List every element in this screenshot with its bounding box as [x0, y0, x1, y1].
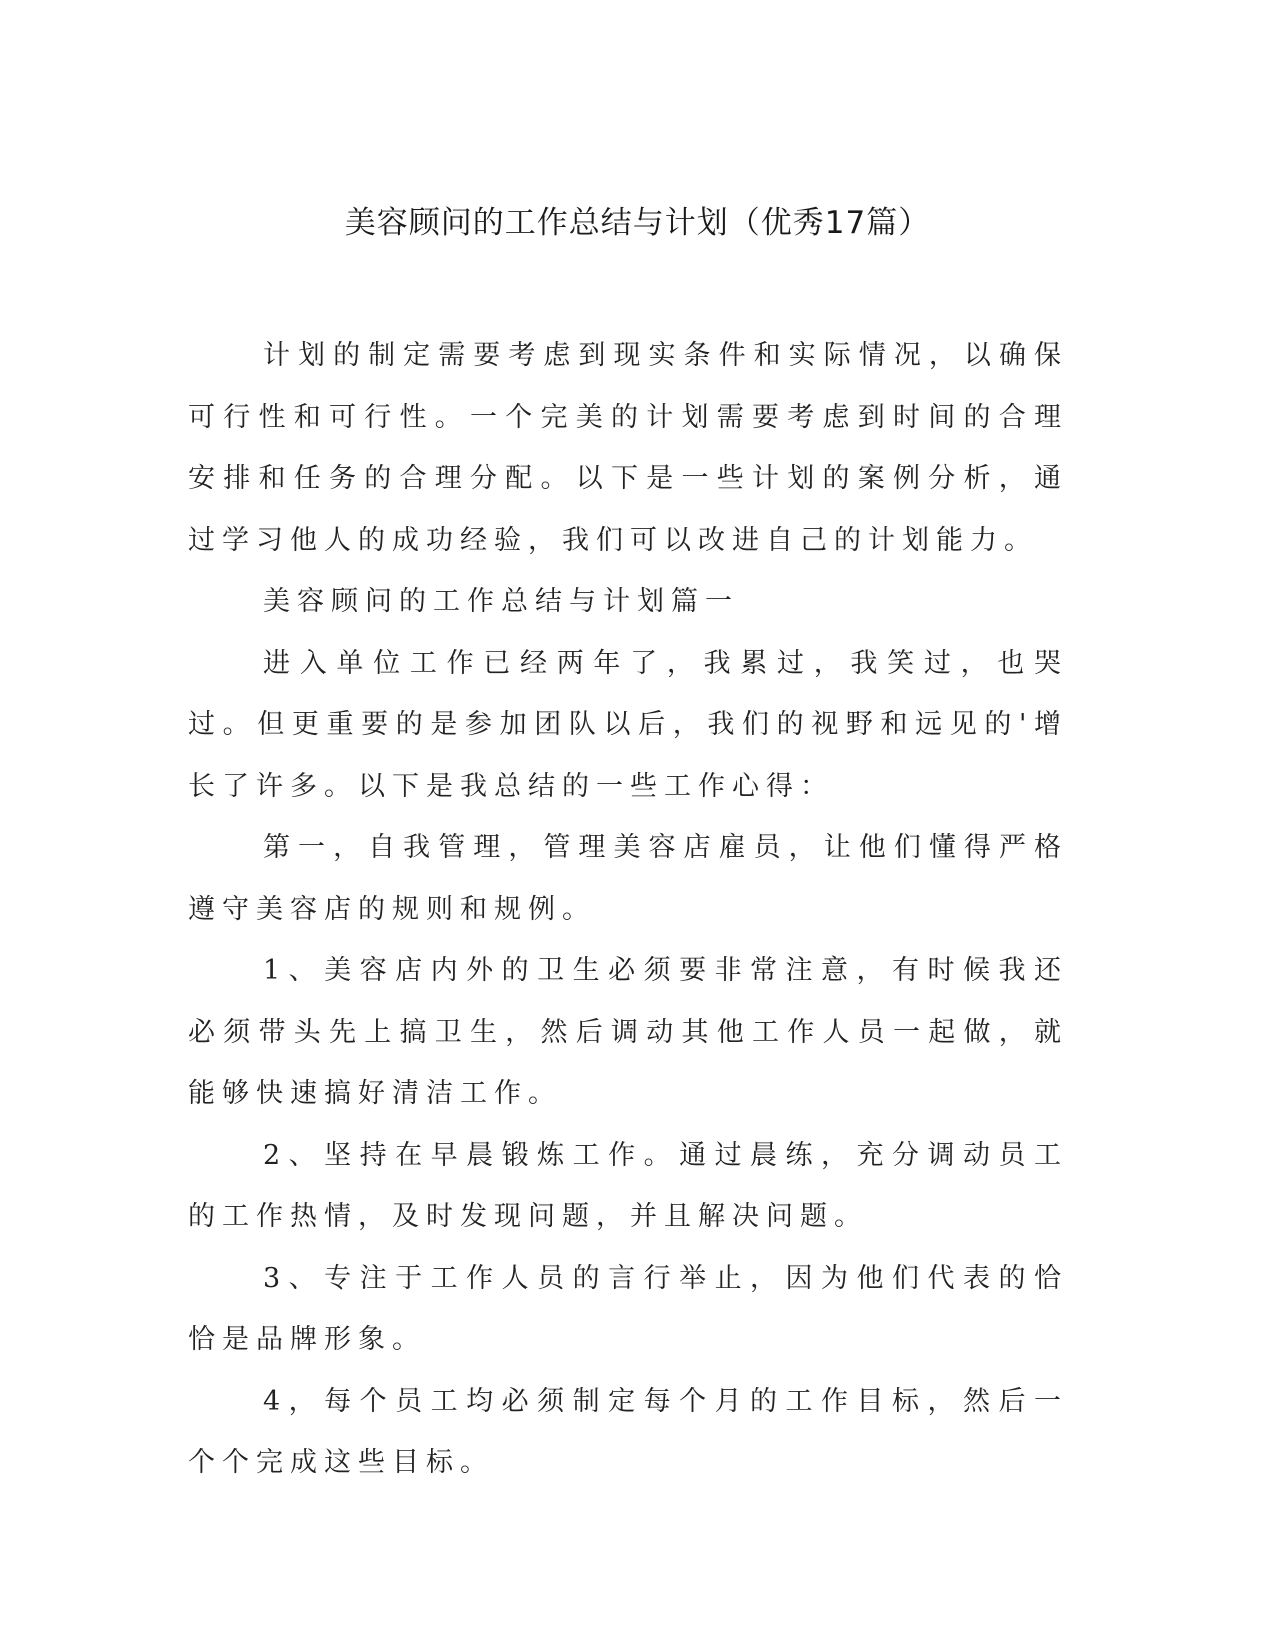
body-paragraph: 进入单位工作已经两年了，我累过，我笑过，也哭过。但更重要的是参加团队以后，我们的视野和远见的'增长了许多。以下是我总结的一些工作心得： — [188, 647, 1068, 802]
list-item: 2、坚持在早晨锻炼工作。通过晨练，充分调动员工的工作热情，及时发现问题，并且解决问题。 — [188, 1139, 1068, 1232]
section-heading: 美容顾问的工作总结与计划篇一 — [263, 586, 739, 617]
body-paragraph: 第一，自我管理，管理美容店雇员，让他们懂得严格遵守美容店的规则和规例。 — [188, 832, 1068, 925]
list-item: 1、美容店内外的卫生必须要非常注意，有时候我还必须带头先上搞卫生，然后调动其他工作人员一起做，就能够快速搞好清洁工作。 — [188, 955, 1068, 1109]
intro-paragraph: 计划的制定需要考虑到现实条件和实际情况，以确保可行性和可行性。一个完美的计划需要考虑到时间的合理安排和任务的合理分配。以下是一些计划的案例分析，通过学习他人的成功经验，我们可以改进自己的计划能力。 — [188, 340, 1068, 556]
document-body — [188, 325, 1068, 1494]
list-item: 4，每个员工均必须制定每个月的工作目标，然后一个个完成这些目标。 — [188, 1385, 1068, 1478]
document-title: 美容顾问的工作总结与计划（优秀17篇） — [344, 205, 931, 241]
list-item: 3、专注于工作人员的言行举止，因为他们代表的恰恰是品牌形象。 — [188, 1262, 1068, 1355]
